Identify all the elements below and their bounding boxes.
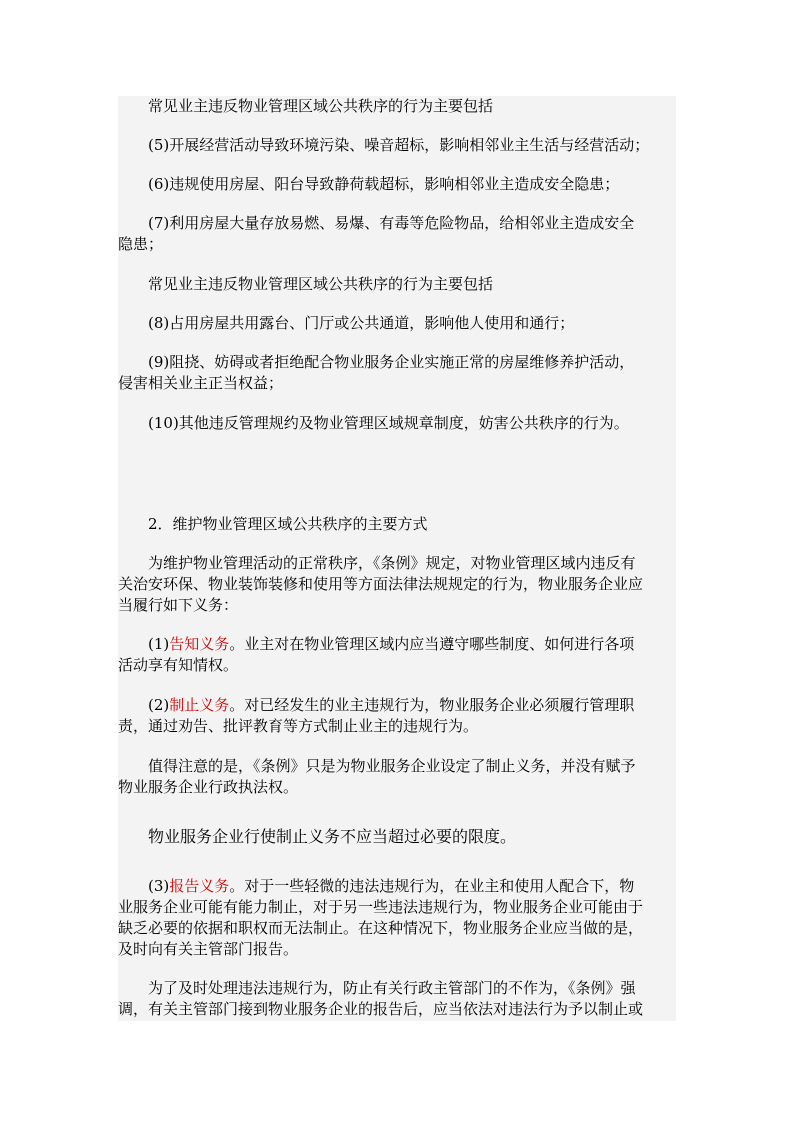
text-line: (10)其他违反管理规约及物业管理区域规章制度，妨害公共秩序的行为。 [148, 414, 629, 432]
text-line: 值得注意的是，《条例》只是为物业服务企业设定了制止义务，并没有赋予 [148, 757, 636, 775]
text-line: 2．维护物业管理区域公共秩序的主要方式 [148, 515, 428, 533]
text-line: 当履行如下义务： [118, 596, 239, 614]
text-line: 活动享有知情权。 [118, 656, 239, 674]
paragraph-intro [118, 553, 676, 616]
highlight-term: 报告义务 [169, 877, 230, 895]
text-line: 业服务企业可能有能力制止，对于另一些违法违规行为，物业服务企业可能由于 [118, 898, 644, 916]
text-line: 隐患； [118, 235, 164, 253]
text-line: 为了及时处理违法违规行为，防止有关行政主管部门的不作为，《条例》强 [148, 979, 636, 997]
text-line: (8)占用房屋共用露台、门厅或公共通道，影响他人使用和通行； [148, 314, 575, 332]
text-fragment: 。对于一些轻微的违法违规行为，在业主和使用人配合下，物 [229, 877, 635, 895]
text-fragment: 。业主对在物业管理区域内应当遵守哪些制度、如何进行各项 [229, 635, 635, 653]
text-line: (7)利用房屋大量存放易燃、易爆、有毒等危险物品，给相邻业主造成安全 [148, 214, 635, 232]
item-number: (1) [148, 635, 170, 653]
paragraph-item-8 [118, 313, 676, 334]
paragraph-item-7 [118, 213, 676, 255]
paragraph-duty-stop [118, 695, 676, 737]
item-number: (2) [148, 696, 170, 714]
highlight-term: 告知义务 [169, 635, 230, 653]
highlight-term: 制止义务 [169, 696, 230, 714]
paragraph-item-5 [118, 135, 676, 156]
text-line: 关治安环保、物业装饰装修和使用等方面法律法规规定的行为，物业服务企业应 [118, 575, 644, 593]
text-line [118, 634, 676, 655]
paragraph-regulation [118, 978, 676, 1020]
paragraph-item-10 [118, 413, 676, 434]
paragraph-duty-report [118, 876, 676, 960]
text-line [118, 695, 676, 716]
text-line: 缺乏必要的依据和职权而无法制止。在这种情况下，物业服务企业应当做的是， [118, 919, 644, 937]
section-heading [118, 514, 676, 535]
paragraph-violations-heading-1 [118, 96, 676, 117]
text-line: 侵害相关业主正当权益； [118, 374, 284, 392]
text-line: 常见业主违反物业管理区域公共秩序的行为主要包括 [148, 275, 494, 293]
paragraph-item-9 [118, 352, 676, 394]
text-line [118, 876, 676, 897]
item-number: (3) [148, 877, 170, 895]
paragraph-violations-heading-2 [118, 274, 676, 295]
text-line: 常见业主违反物业管理区域公共秩序的行为主要包括 [148, 97, 494, 115]
text-line: 及时向有关主管部门报告。 [118, 940, 299, 958]
text-line: (6)违规使用房屋、阳台导致静荷载超标，影响相邻业主造成安全隐患； [148, 175, 620, 193]
text-line: 物业服务企业行政执法权。 [118, 778, 299, 796]
text-line: 为维护物业管理活动的正常秩序，《条例》规定，对物业管理区域内违反有 [148, 554, 636, 572]
text-line: 责，通过劝告、批评教育等方式制止业主的违规行为。 [118, 717, 479, 735]
text-line: (5)开展经营活动导致环境污染、噪音超标，影响相邻业主生活与经营活动； [148, 136, 650, 154]
paragraph-duty-inform [118, 634, 676, 676]
text-line: 物业服务企业行使制止义务不应当超过必要的限度。 [148, 827, 517, 846]
text-line: (9)阻挠、妨碍或者拒绝配合物业服务企业实施正常的房屋维修养护活动， [148, 353, 635, 371]
text-fragment: 。对已经发生的业主违规行为，物业服务企业必须履行管理职 [229, 696, 635, 714]
text-line: 调，有关主管部门接到物业服务企业的报告后，应当依法对违法行为予以制止或 [118, 1000, 644, 1018]
paragraph-item-6 [118, 174, 676, 195]
paragraph-note [118, 756, 676, 798]
paragraph-limit [118, 826, 676, 847]
